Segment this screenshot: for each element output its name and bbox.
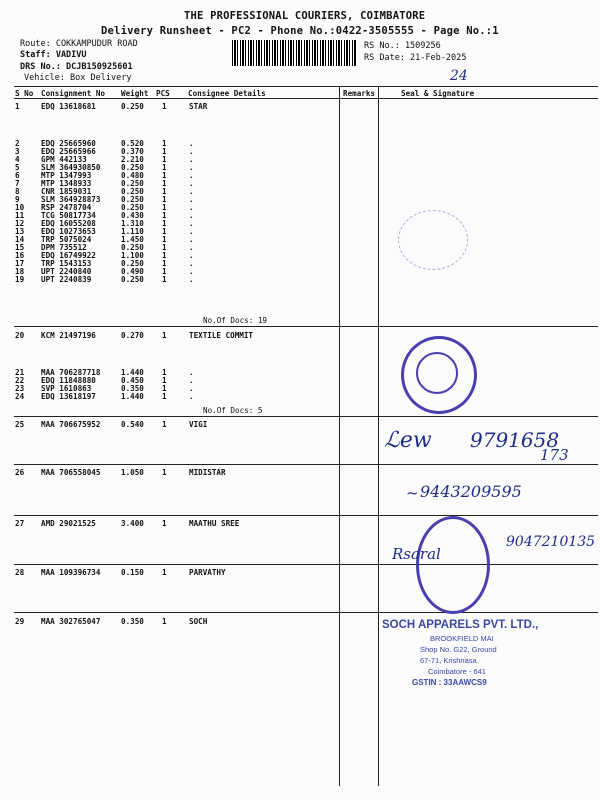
table-cell-sno: 25 (15, 420, 25, 429)
table-cell-wt: 1.050 (121, 468, 144, 477)
table-cell-wt: 0.270 (121, 331, 144, 340)
table-cell-pcs: 1 (162, 243, 167, 252)
table-cell-wt: 0.350 (121, 617, 144, 626)
table-cell-cn: MAA 706558045 (41, 468, 101, 477)
table-cell-sno: 28 (15, 568, 25, 577)
table-cell-sno: 7 (15, 179, 20, 188)
col-remarks: Remarks (343, 89, 376, 98)
row-divider (14, 416, 598, 417)
table-cell-cn: MTP 1348933 (41, 179, 92, 188)
row-divider (14, 564, 598, 565)
table-cell-cn: EDQ 10273653 (41, 227, 96, 236)
faded-stamp (398, 210, 468, 270)
table-cell-cn: GPM 442133 (41, 155, 87, 164)
table-cell-sno: 23 (15, 384, 25, 393)
remarks-divider (339, 86, 340, 786)
table-cell-cons: . (189, 384, 194, 393)
table-top-line (14, 86, 598, 87)
table-cell-wt: 3.400 (121, 519, 144, 528)
table-cell-wt: 0.250 (121, 163, 144, 172)
table-cell-sno: 20 (15, 331, 25, 340)
table-cell-cn: MTP 1347993 (41, 171, 92, 180)
table-cell-pcs: 1 (162, 171, 167, 180)
table-cell-sno: 8 (15, 187, 20, 196)
table-cell-wt: 0.250 (121, 243, 144, 252)
table-cell-cons: . (189, 179, 194, 188)
table-cell-cn: MAA 706675952 (41, 420, 101, 429)
table-cell-sno: 9 (15, 195, 20, 204)
route: Route: COKKAMPUDUR ROAD (20, 39, 138, 49)
handwritten-phone-26: 9443209595 (420, 482, 522, 501)
table-cell-wt: 0.250 (121, 179, 144, 188)
table-cell-sno: 29 (15, 617, 25, 626)
table-cell-sno: 2 (15, 139, 20, 148)
table-cell-cn: UPT 2240840 (41, 267, 92, 276)
seal-line: Shop No. G22, Ground (420, 645, 497, 654)
table-cell-wt: 1.110 (121, 227, 144, 236)
table-cell-wt: 0.250 (121, 195, 144, 204)
table-cell-wt: 1.450 (121, 235, 144, 244)
seal-company: SOCH APPARELS PVT. LTD., (382, 619, 539, 631)
table-cell-cons: . (189, 235, 194, 244)
table-cell-pcs: 1 (162, 139, 167, 148)
seal-line: Coimbatore - 641 (428, 667, 486, 676)
company-title: THE PROFESSIONAL COURIERS, COIMBATORE (184, 10, 426, 22)
table-cell-pcs: 1 (162, 568, 167, 577)
table-cell-wt: 0.450 (121, 376, 144, 385)
table-cell-cn: EDQ 16749922 (41, 251, 96, 260)
table-cell-pcs: 1 (162, 163, 167, 172)
table-cell-pcs: 1 (162, 468, 167, 477)
table-header-line (14, 98, 598, 99)
seal-line: 67-71, Krishnasa (420, 656, 477, 665)
table-cell-cn: EDQ 25665966 (41, 147, 96, 156)
docs-count: No.Of Docs: 5 (203, 406, 263, 415)
table-cell-sno: 6 (15, 171, 20, 180)
table-cell-cons: . (189, 155, 194, 164)
table-cell-pcs: 1 (162, 519, 167, 528)
table-cell-wt: 0.480 (121, 171, 144, 180)
table-cell-wt: 0.250 (121, 102, 144, 111)
table-cell-cn: MAA 706287718 (41, 368, 101, 377)
handwritten-phone-27: 9047210135 (506, 534, 596, 550)
table-cell-pcs: 1 (162, 195, 167, 204)
table-cell-pcs: 1 (162, 211, 167, 220)
col-weight: Weight (121, 89, 149, 98)
table-cell-pcs: 1 (162, 179, 167, 188)
seal-divider (378, 86, 379, 786)
table-cell-cons: . (189, 219, 194, 228)
table-cell-cn: AMD 29021525 (41, 519, 96, 528)
table-cell-cons: . (189, 227, 194, 236)
staff: Staff: VADIVU (20, 50, 87, 60)
seal-gstin: GSTIN : 33AAWCS9 (412, 678, 487, 687)
signature-26: ~ (406, 484, 419, 502)
drs-number: DRS No.: DCJB150925601 (20, 62, 133, 72)
table-cell-cons: . (189, 267, 194, 276)
docs-count: No.Of Docs: 19 (203, 316, 268, 325)
seal-line: BROOKFIELD MAI (430, 634, 494, 643)
table-cell-pcs: 1 (162, 227, 167, 236)
table-cell-sno: 27 (15, 519, 25, 528)
table-cell-wt: 0.150 (121, 568, 144, 577)
table-cell-wt: 0.520 (121, 139, 144, 148)
table-cell-cons: . (189, 243, 194, 252)
table-cell-cons: . (189, 376, 194, 385)
table-cell-pcs: 1 (162, 219, 167, 228)
table-cell-sno: 21 (15, 368, 25, 377)
table-cell-cons: STAR (189, 102, 208, 111)
handwritten-note-25: 173 (540, 446, 569, 464)
table-cell-pcs: 1 (162, 368, 167, 377)
table-cell-cn: KCM 21497196 (41, 331, 96, 340)
signature-27: Rsaral (392, 545, 441, 563)
table-cell-pcs: 1 (162, 259, 167, 268)
table-cell-wt: 1.440 (121, 368, 144, 377)
table-cell-wt: 0.250 (121, 275, 144, 284)
table-cell-cons: VIGI (189, 420, 208, 429)
col-sno: S No (15, 89, 34, 98)
table-cell-cons: . (189, 203, 194, 212)
table-cell-pcs: 1 (162, 267, 167, 276)
table-cell-sno: 17 (15, 259, 25, 268)
table-cell-sno: 15 (15, 243, 25, 252)
table-cell-sno: 10 (15, 203, 25, 212)
table-cell-pcs: 1 (162, 275, 167, 284)
table-cell-cn: EDQ 13618197 (41, 392, 96, 401)
table-cell-pcs: 1 (162, 102, 167, 111)
table-cell-sno: 22 (15, 376, 25, 385)
table-cell-sno: 5 (15, 163, 20, 172)
table-cell-cn: SLM 364928873 (41, 195, 101, 204)
row-divider (14, 464, 598, 465)
table-cell-cn: EDQ 13618681 (41, 102, 96, 111)
col-seal-signature: Seal & Signature (401, 89, 475, 98)
table-cell-sno: 26 (15, 468, 25, 477)
table-cell-wt: 0.370 (121, 147, 144, 156)
table-cell-cn: DPM 735512 (41, 243, 87, 252)
handwritten-phone-25: 9791658 (470, 428, 560, 452)
table-cell-sno: 3 (15, 147, 20, 156)
brookfield-stamp (416, 516, 490, 614)
table-cell-cons: . (189, 187, 194, 196)
table-cell-pcs: 1 (162, 203, 167, 212)
table-cell-cons: PARVATHY (189, 568, 226, 577)
table-cell-sno: 1 (15, 102, 20, 111)
table-cell-cn: SLM 364930850 (41, 163, 101, 172)
table-cell-cons: . (189, 368, 194, 377)
table-cell-wt: 0.250 (121, 187, 144, 196)
rs-date: RS Date: 21-Feb-2025 (364, 53, 467, 63)
table-cell-cn: MAA 109396734 (41, 568, 101, 577)
table-cell-wt: 0.250 (121, 203, 144, 212)
signature-25: ℒew (384, 428, 432, 453)
rs-number: RS No.: 1509256 (364, 41, 441, 51)
table-cell-pcs: 1 (162, 187, 167, 196)
table-cell-pcs: 1 (162, 376, 167, 385)
table-cell-cons: . (189, 392, 194, 401)
row-divider (14, 326, 598, 327)
table-cell-cn: RSP 2478704 (41, 203, 92, 212)
round-stamp-inner (416, 352, 458, 394)
table-cell-wt: 1.100 (121, 251, 144, 260)
table-cell-pcs: 1 (162, 331, 167, 340)
table-cell-cons: . (189, 195, 194, 204)
table-cell-cons: . (189, 211, 194, 220)
table-cell-cn: TRP 5075024 (41, 235, 92, 244)
table-cell-sno: 18 (15, 267, 25, 276)
table-cell-cons: . (189, 275, 194, 284)
table-cell-wt: 2.210 (121, 155, 144, 164)
table-cell-sno: 14 (15, 235, 25, 244)
table-cell-cons: TEXTILE COMMIT (189, 331, 254, 340)
table-cell-cn: TRP 1543153 (41, 259, 92, 268)
table-cell-pcs: 1 (162, 420, 167, 429)
barcode (232, 40, 356, 66)
vehicle: Vehicle: Box Delivery (24, 73, 132, 83)
table-cell-pcs: 1 (162, 155, 167, 164)
table-cell-cn: SVP 1610863 (41, 384, 92, 393)
table-cell-cons: MAATHU SREE (189, 519, 240, 528)
table-cell-sno: 24 (15, 392, 25, 401)
table-cell-pcs: 1 (162, 147, 167, 156)
table-cell-wt: 0.350 (121, 384, 144, 393)
table-cell-sno: 16 (15, 251, 25, 260)
table-cell-cons: . (189, 147, 194, 156)
table-cell-wt: 0.250 (121, 259, 144, 268)
row-divider (14, 515, 598, 516)
table-cell-cn: MAA 302765047 (41, 617, 101, 626)
table-cell-cons: SOCH (189, 617, 208, 626)
table-cell-cons: MIDISTAR (189, 468, 226, 477)
table-cell-cn: EDQ 25665960 (41, 139, 96, 148)
table-cell-cn: CNR 1859031 (41, 187, 92, 196)
table-cell-cn: UPT 2240839 (41, 275, 92, 284)
col-pcs: PCS (156, 89, 170, 98)
col-consignee: Consignee Details (188, 89, 266, 98)
table-cell-cons: . (189, 163, 194, 172)
table-cell-pcs: 1 (162, 617, 167, 626)
table-cell-cons: . (189, 171, 194, 180)
table-cell-wt: 0.490 (121, 267, 144, 276)
row-divider (14, 612, 598, 613)
handwritten-count: 24 (450, 68, 468, 84)
runsheet-title: Delivery Runsheet - PC2 - Phone No.:0422-3505555 - Page No.:1 (101, 25, 499, 37)
table-cell-pcs: 1 (162, 235, 167, 244)
table-cell-cons: . (189, 139, 194, 148)
table-cell-cn: EDQ 16055208 (41, 219, 96, 228)
table-cell-cons: . (189, 251, 194, 260)
table-cell-sno: 19 (15, 275, 25, 284)
table-cell-wt: 0.430 (121, 211, 144, 220)
table-cell-wt: 0.540 (121, 420, 144, 429)
table-cell-pcs: 1 (162, 384, 167, 393)
col-consignment: Consignment No (41, 89, 106, 98)
table-cell-cn: TCG 50817734 (41, 211, 96, 220)
table-cell-pcs: 1 (162, 392, 167, 401)
table-cell-wt: 1.440 (121, 392, 144, 401)
table-cell-cons: . (189, 259, 194, 268)
table-cell-cn: EDQ 11848880 (41, 376, 96, 385)
table-cell-sno: 12 (15, 219, 25, 228)
table-cell-sno: 4 (15, 155, 20, 164)
table-cell-pcs: 1 (162, 251, 167, 260)
table-cell-sno: 11 (15, 211, 25, 220)
table-cell-sno: 13 (15, 227, 25, 236)
table-cell-wt: 1.310 (121, 219, 144, 228)
